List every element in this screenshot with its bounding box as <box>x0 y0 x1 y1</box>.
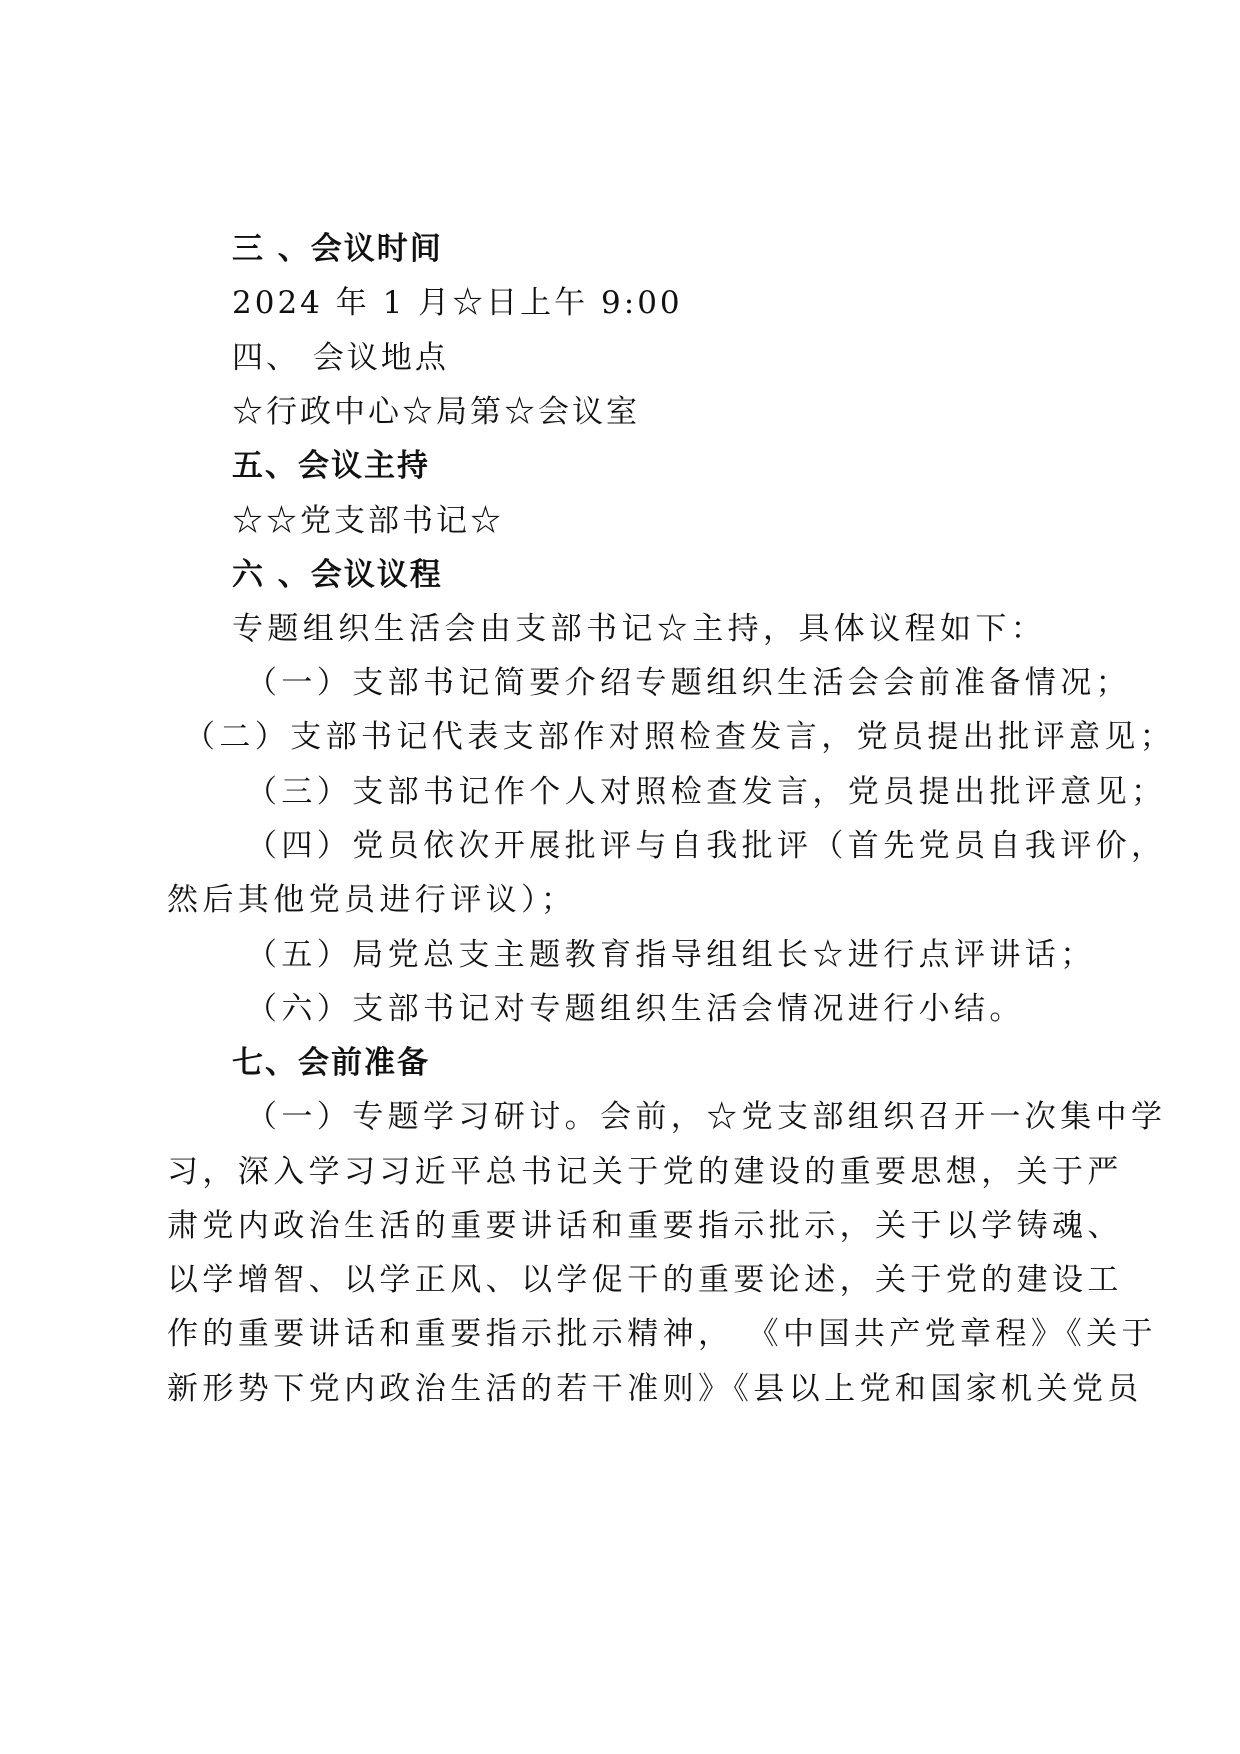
preparation-paragraph-line-5: 作的重要讲话和重要指示批示精神， 《中国共产党章程》《关于 <box>167 1316 1157 1352</box>
meeting-time-text: 2024 年 1 月☆日上午 9:00 <box>232 285 683 321</box>
section-heading-meeting-time: 三 、会议时间 <box>232 231 443 267</box>
agenda-item-4-continued: 然后其他党员进行评议）； <box>167 882 577 918</box>
agenda-item-5: （五）局党总支主题教育指导组组长☆进行点评讲话； <box>246 937 1096 973</box>
section-heading-pre-meeting-preparation: 七、会前准备 <box>232 1045 430 1081</box>
meeting-location-text: ☆行政中心☆局第☆会议室 <box>232 394 640 430</box>
section-heading-meeting-location: 四、 会议地点 <box>232 340 449 376</box>
preparation-paragraph-line-1: （一）专题学习研讨。会前，☆党支部组织召开一次集中学 <box>246 1099 1167 1135</box>
preparation-paragraph-line-4: 以学增智、以学正风、以学促干的重要论述，关于党的建设工 <box>167 1262 1123 1298</box>
agenda-item-2: （二）支部书记代表支部作对照检查发言，党员提出批评意见； <box>184 719 1176 755</box>
agenda-item-4: （四）党员依次开展批评与自我批评（首先党员自我评价， <box>246 828 1167 864</box>
agenda-intro: 专题组织生活会由支部书记☆主持，具体议程如下： <box>232 611 1047 647</box>
agenda-item-1: （一）支部书记简要介绍专题组织生活会会前准备情况； <box>246 665 1131 701</box>
agenda-item-3: （三）支部书记作个人对照检查发言，党员提出批评意见； <box>246 774 1167 810</box>
preparation-paragraph-line-3: 肃党内政治生活的重要讲话和重要指示批示，关于以学铸魂、 <box>167 1208 1123 1244</box>
agenda-item-6: （六）支部书记对专题组织生活会情况进行小结。 <box>246 991 1025 1027</box>
preparation-paragraph-line-6: 新形势下党内政治生活的若干准则》《县以上党和国家机关党员 <box>167 1371 1143 1407</box>
meeting-host-text: ☆☆党支部书记☆ <box>232 503 504 539</box>
preparation-paragraph-line-2: 习，深入学习习近平总书记关于党的建设的重要思想，关于严 <box>167 1154 1123 1190</box>
section-heading-meeting-host: 五、会议主持 <box>232 448 430 484</box>
section-heading-meeting-agenda: 六 、会议议程 <box>232 557 443 593</box>
